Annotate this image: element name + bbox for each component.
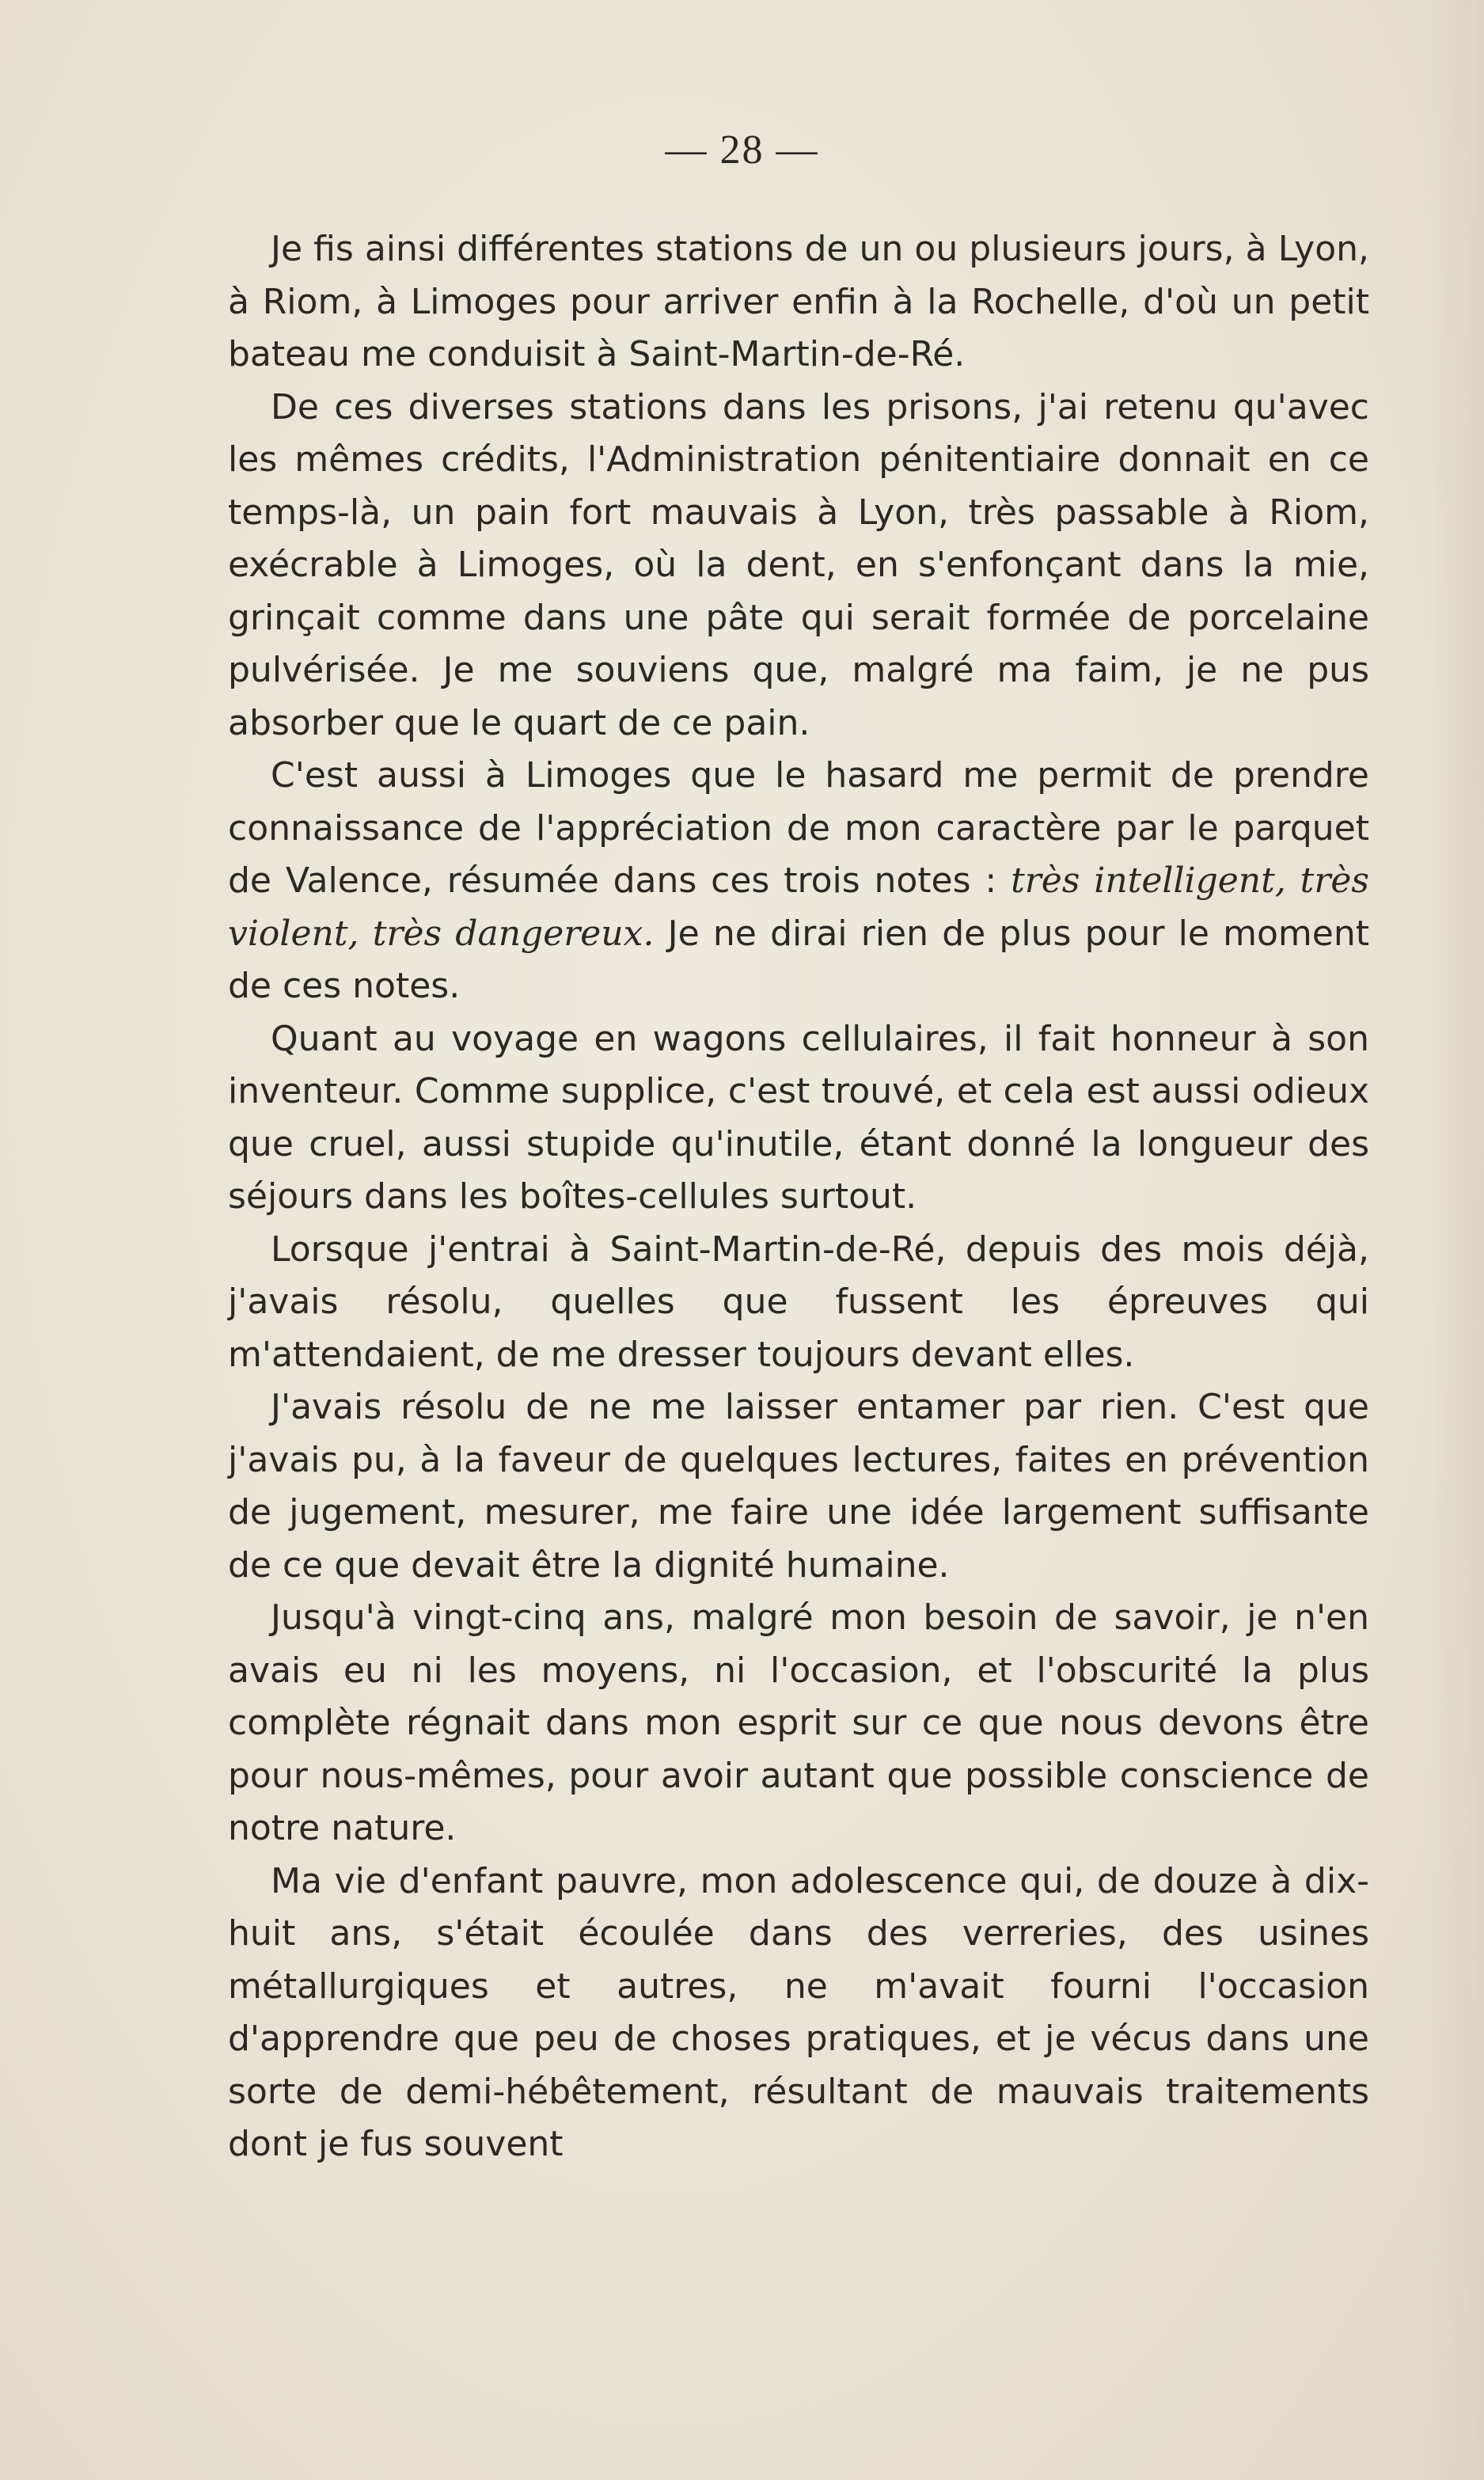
paragraph-5: Lorsque j'entrai à Saint-Martin-de-Ré, depuis des mois déjà, j'avais résolu, quelles que fussent les épreuves qui m'attendaient, de me dresser toujours devant elles. (228, 1229, 1369, 1375)
paragraph-3-text-before: C'est aussi à Limoges que le hasard me permit de prendre connaissance de l'appréciation de mon caractère par le parquet de Valence, résumée dans ces trois notes : (228, 755, 1369, 901)
paragraph-3-text-after: Je ne dirai rien de plus pour le moment de ces notes. (228, 913, 1369, 1006)
paragraph-8: Ma vie d'enfant pauvre, mon adolescence qui, de douze à dix-huit ans, s'était écoulée dans des verreries, des usines métallurgiques et autres, ne m'avait fourni l'occasion d'apprendre que peu de choses pratiques, et je vécus dans une sorte de demi-hébêtement, résultant de mauvais traitements dont je fus souvent (228, 1860, 1369, 2164)
paragraph-2: De ces diverses stations dans les prisons, j'ai retenu qu'avec les mêmes crédits, l'Administration pénitentiaire donnait en ce temps-là, un pain fort mauvais à Lyon, très passable à Riom, exécrable à Limoges, où la dent, en s'enfonçant dans la mie, grinçait comme dans une pâte qui serait formée de porcelaine pulvérisée. Je me souviens que, malgré ma faim, je ne pus absorber que le quart de ce pain. (228, 386, 1369, 743)
paragraph-3-italic-notes: très intelligent, très violent, très dangereux. (228, 860, 1369, 954)
page-edge-shadow (1429, 0, 1484, 2480)
paragraph-3 (228, 750, 1369, 1013)
paragraph-1: Je fis ainsi différentes stations de un ou plusieurs jours, à Lyon, à Riom, à Limoges pour arriver enfin à la Rochelle, d'où un petit bateau me conduisit à Saint-Martin-de-Ré. (228, 229, 1369, 374)
paragraph-4: Quant au voyage en wagons cellulaires, il fait honneur à son inventeur. Comme supplice, c'est trouvé, et cela est aussi odieux que cruel, aussi stupide qu'inutile, étant donné la longueur des séjours dans les boîtes-cellules surtout. (228, 1018, 1369, 1217)
page-number: — 28 — (665, 127, 819, 173)
paragraph-7: Jusqu'à vingt-cinq ans, malgré mon besoin de savoir, je n'en avais eu ni les moyens, ni l'occasion, et l'obscurité la plus complète régnait dans mon esprit sur ce que nous devons être pour nous-mêmes, pour avoir autant que possible conscience de notre nature. (228, 1597, 1369, 1848)
body-text (228, 223, 1369, 2171)
paragraph-6: J'avais résolu de ne me laisser entamer par rien. C'est que j'avais pu, à la faveur de quelques lectures, faites en prévention de jugement, mesurer, me faire une idée largement suffisante de ce que devait être la dignité humaine. (228, 1387, 1369, 1586)
